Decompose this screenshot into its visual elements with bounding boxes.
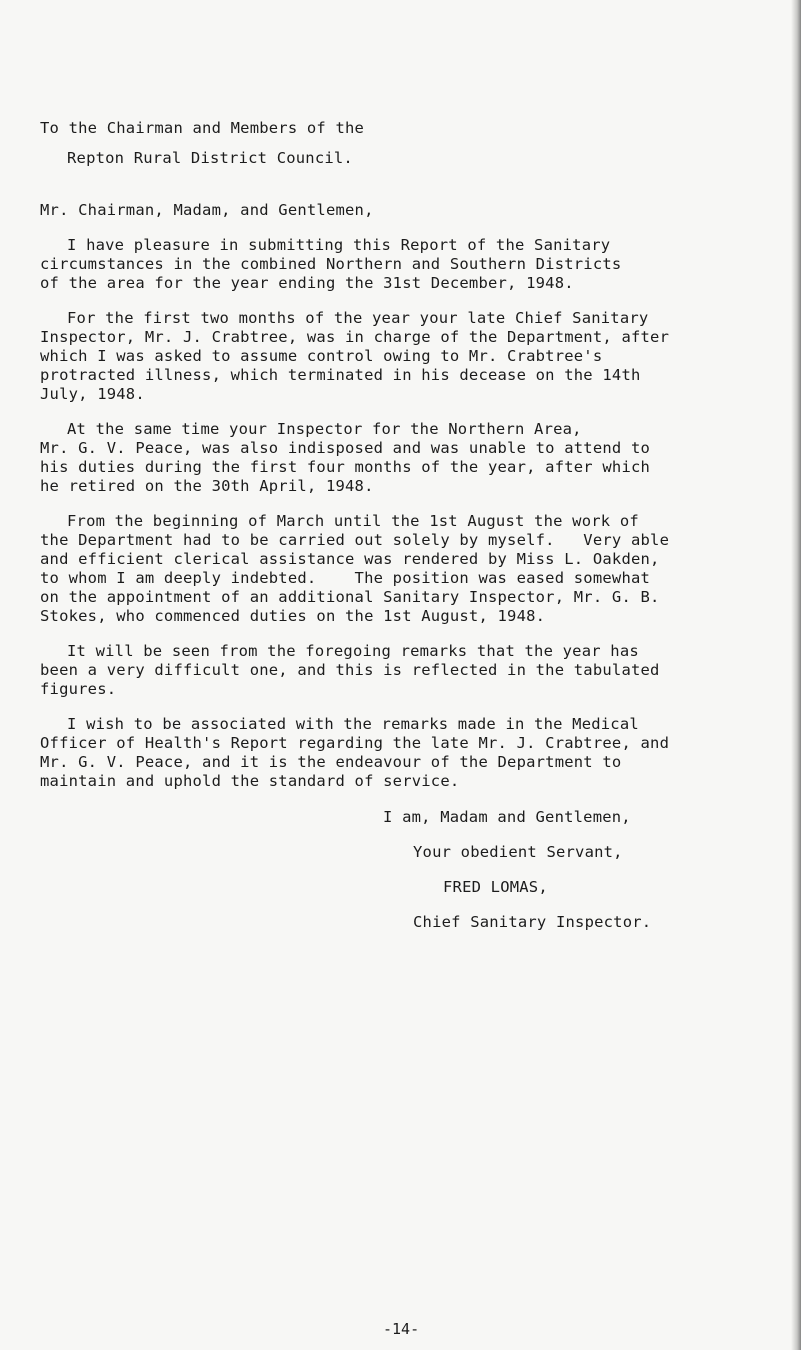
paragraph-1-line-3: of the area for the year ending the 31st December, 1948. (40, 274, 574, 292)
paragraph-5-line-1: It will be seen from the foregoing remarks that the year has (67, 642, 639, 660)
paragraph-3-line-3: his duties during the first four months of the year, after which (40, 458, 651, 476)
paragraph-6-line-1: I wish to be associated with the remarks made in the Medical (67, 715, 639, 733)
closing-line-1: I am, Madam and Gentlemen, (383, 808, 631, 826)
closing-line-2: Your obedient Servant, (413, 843, 623, 861)
paragraph-6-line-2: Officer of Health's Report regarding the late Mr. J. Crabtree, and (40, 734, 670, 752)
paragraph-4-line-1: From the beginning of March until the 1st August the work of (67, 512, 639, 530)
paragraph-4-line-5: on the appointment of an additional Sanitary Inspector, Mr. G. B. (40, 588, 660, 606)
paragraph-2-line-4: protracted illness, which terminated in his decease on the 14th (40, 366, 641, 384)
paragraph-4-line-6: Stokes, who commenced duties on the 1st August, 1948. (40, 607, 546, 625)
address-line-1: To the Chairman and Members of the (40, 119, 365, 137)
address-line-2: Repton Rural District Council. (67, 149, 353, 167)
paragraph-6-line-4: maintain and uphold the standard of service. (40, 772, 460, 790)
paragraph-1-line-1: I have pleasure in submitting this Report of the Sanitary (67, 236, 611, 254)
page-number: -14- (383, 1320, 420, 1338)
salutation: Mr. Chairman, Madam, and Gentlemen, (40, 201, 374, 219)
paragraph-2-line-1: For the first two months of the year your late Chief Sanitary (67, 309, 649, 327)
paragraph-5-line-3: figures. (40, 680, 117, 698)
paragraph-3-line-4: he retired on the 30th April, 1948. (40, 477, 374, 495)
page-edge-shadow (791, 0, 801, 1350)
signature-name: FRED LOMAS, (443, 878, 548, 896)
paragraph-2-line-2: Inspector, Mr. J. Crabtree, was in charge of the Department, after (40, 328, 670, 346)
paragraph-4-line-4: to whom I am deeply indebted. The position was eased somewhat (40, 569, 651, 587)
paragraph-3-line-1: At the same time your Inspector for the Northern Area, (67, 420, 582, 438)
paragraph-3-line-2: Mr. G. V. Peace, was also indisposed and was unable to attend to (40, 439, 651, 457)
paragraph-5-line-2: been a very difficult one, and this is reflected in the tabulated (40, 661, 660, 679)
signature-title: Chief Sanitary Inspector. (413, 913, 652, 931)
paragraph-4-line-2: the Department had to be carried out solely by myself. Very able (40, 531, 670, 549)
paragraph-4-line-3: and efficient clerical assistance was rendered by Miss L. Oakden, (40, 550, 660, 568)
paragraph-6-line-3: Mr. G. V. Peace, and it is the endeavour of the Department to (40, 753, 622, 771)
paragraph-2-line-3: which I was asked to assume control owing to Mr. Crabtree's (40, 347, 603, 365)
paragraph-2-line-5: July, 1948. (40, 385, 145, 403)
paragraph-1-line-2: circumstances in the combined Northern and Southern Districts (40, 255, 622, 273)
